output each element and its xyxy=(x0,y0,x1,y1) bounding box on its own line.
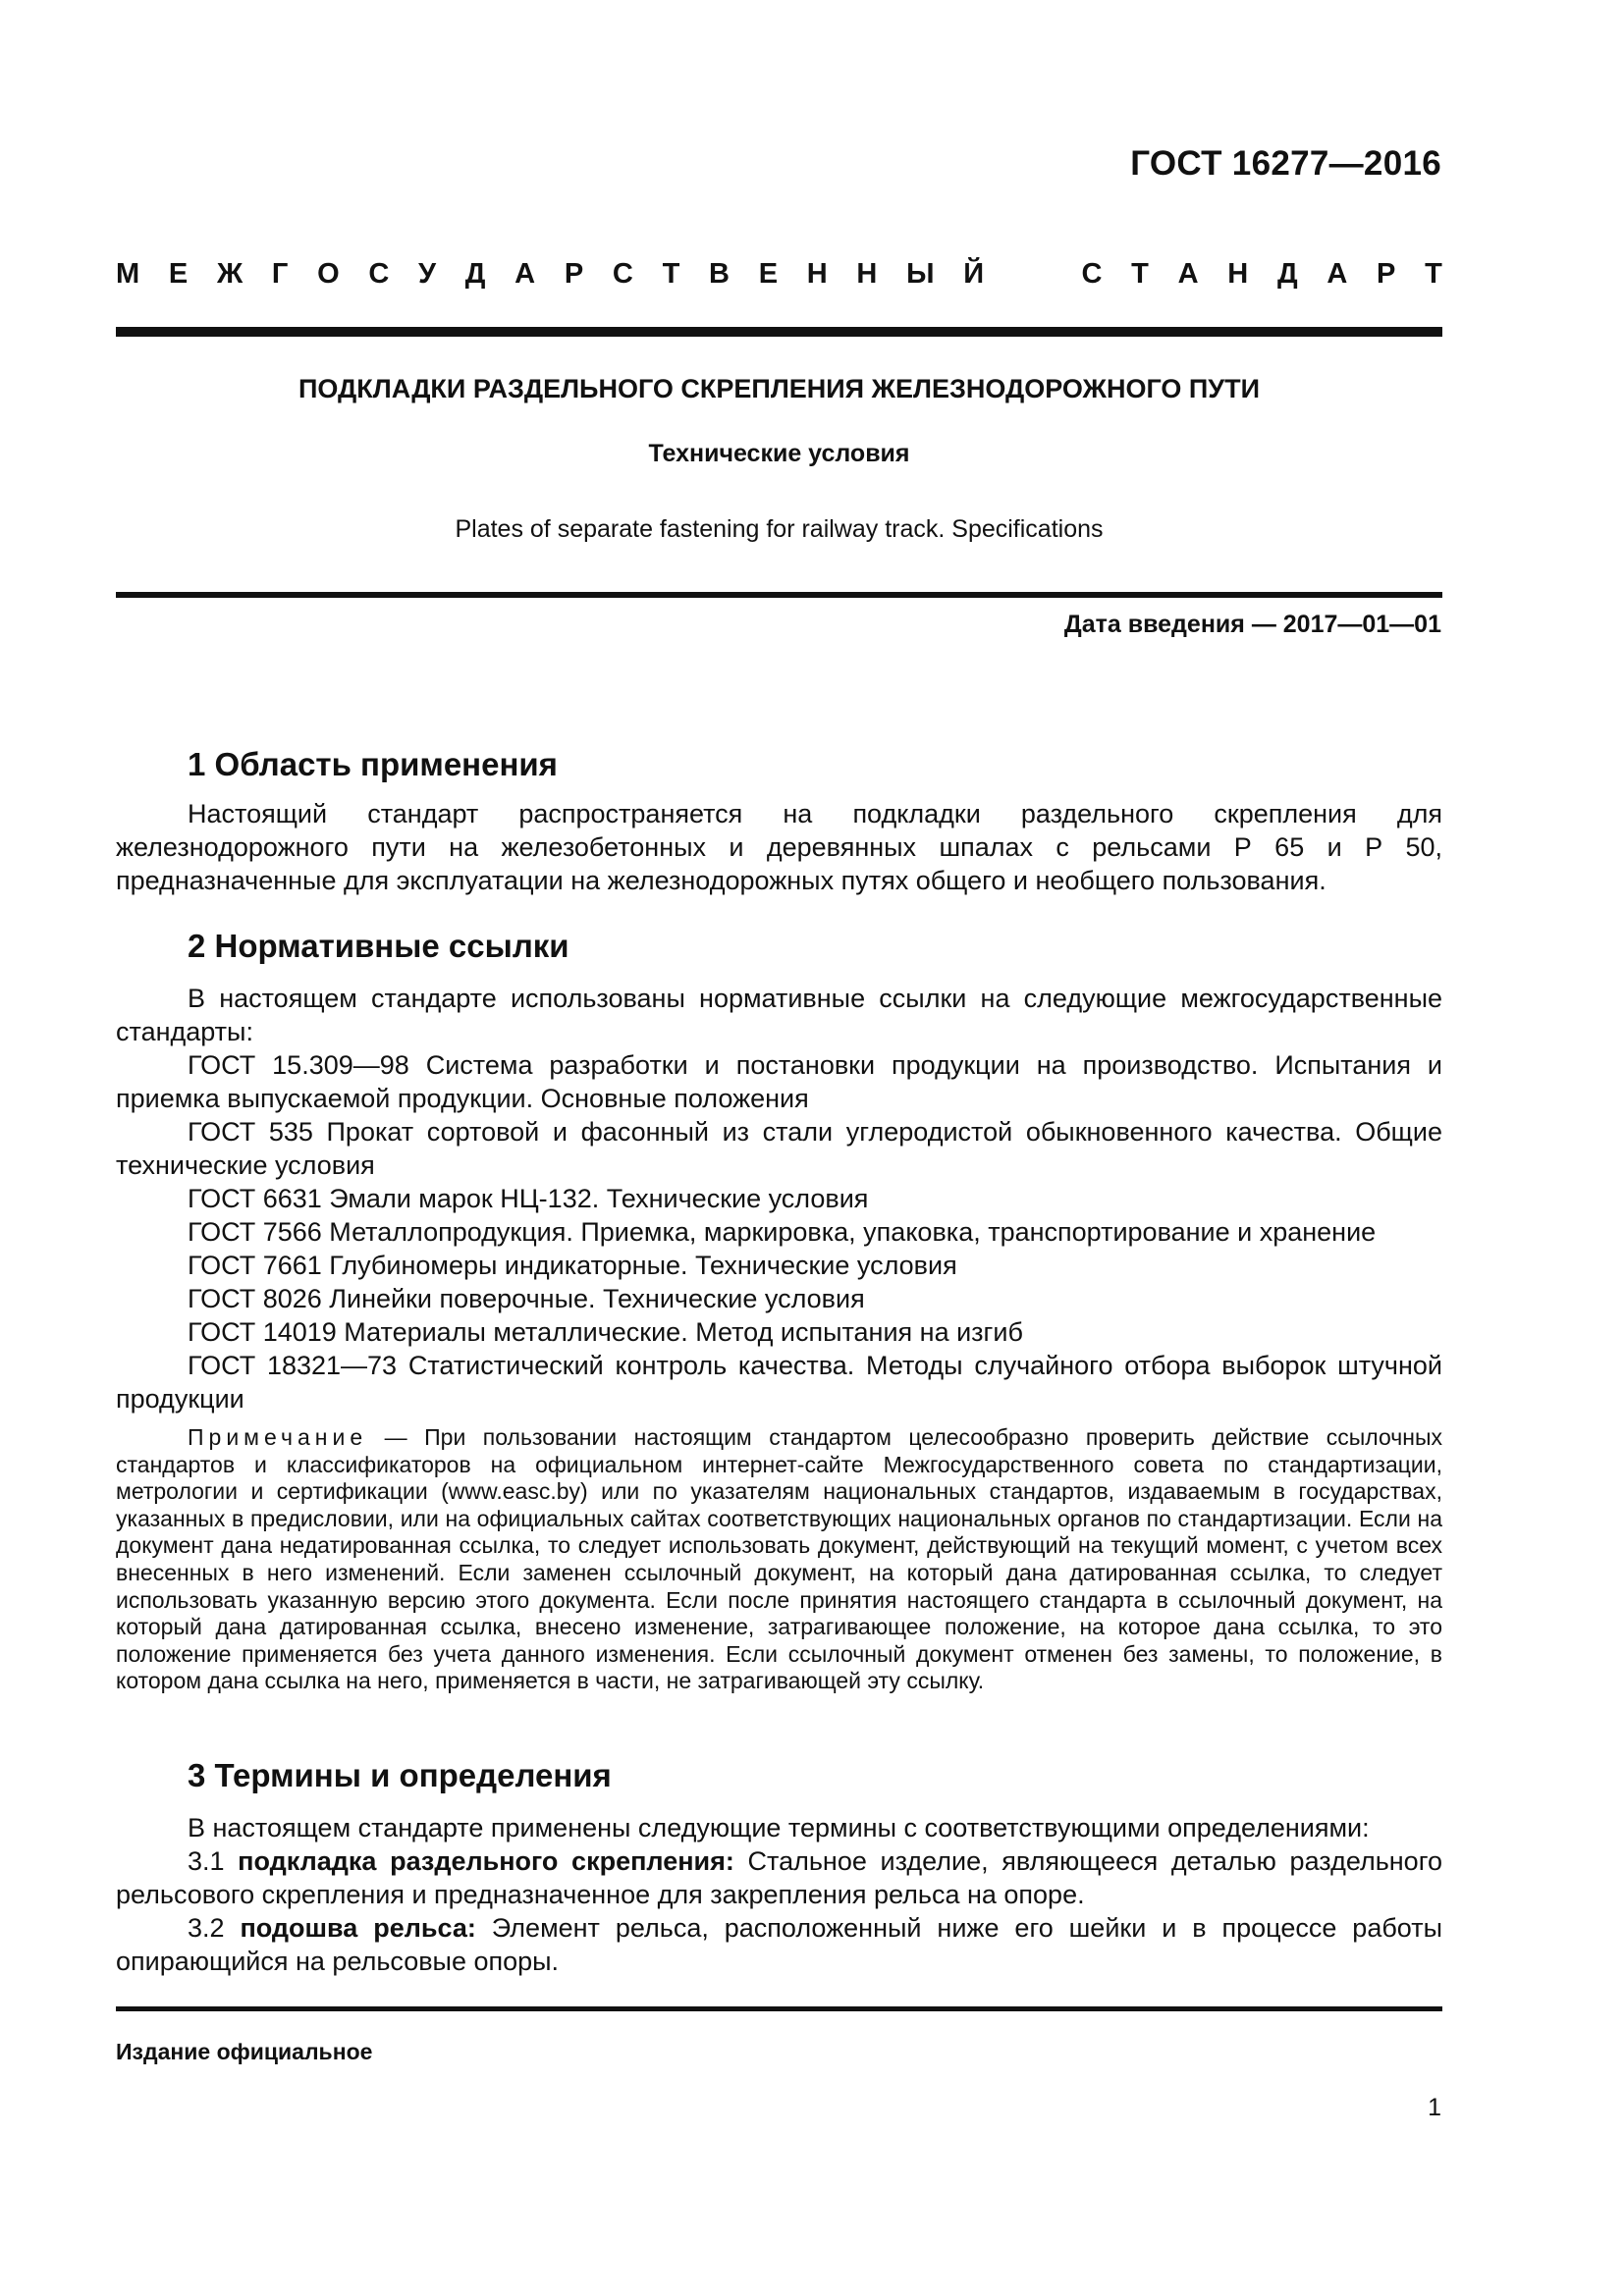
reference-item: ГОСТ 14019 Материалы металлические. Метод испытания на изгиб xyxy=(188,1317,1023,1347)
term-text: Элемент рельса, расположенный ниже его шейки и в процессе работы опирающийся на рельсовые опоры. xyxy=(116,1913,1442,1976)
term-text: Стальное изделие, являющееся деталью раздельного рельсового скрепления и предназначенное для закрепления рельса на опоре. xyxy=(116,1846,1442,1909)
references-note xyxy=(116,1424,1442,1695)
term-number: 3.2 xyxy=(188,1913,241,1943)
note-label: Примечание xyxy=(188,1424,368,1450)
reference-item: ГОСТ 6631 Эмали марок НЦ-132. Технические условия xyxy=(188,1184,869,1213)
document-subtitle: Технические условия xyxy=(648,440,910,467)
page-number: 1 xyxy=(1428,2094,1441,2121)
letter-gap xyxy=(1013,258,1053,291)
heading-letter: Д xyxy=(1276,258,1298,290)
document-title: ПОДКЛАДКИ РАЗДЕЛЬНОГО СКРЕПЛЕНИЯ ЖЕЛЕЗНОДОРОЖНОГО ПУТИ xyxy=(298,374,1260,403)
heading-letter: Р xyxy=(564,258,584,290)
footer-divider xyxy=(116,2006,1442,2011)
reference-item: ГОСТ 7566 Металлопродукция. Приемка, маркировка, упаковка, транспортирование и хранение xyxy=(188,1217,1377,1247)
document-number: ГОСТ 16277—2016 xyxy=(1130,144,1441,183)
heading-letter: Е xyxy=(758,258,779,290)
introduction-date: Дата введения — 2017—01—01 xyxy=(1063,611,1441,638)
section-heading-references: 2 Нормативные ссылки xyxy=(188,928,569,964)
heading-letter: У xyxy=(418,258,437,290)
heading-letter: С xyxy=(368,258,390,290)
heading-letter: Н xyxy=(856,258,878,290)
heading-letter: А xyxy=(514,258,536,290)
reference-item: ГОСТ 15.309—98 Система разработки и постановки продукции на производство. Испытания и приемка выпускаемой продукции. Основные положения xyxy=(116,1050,1442,1113)
heading-letter: С xyxy=(1081,258,1103,290)
heading-letter: Т xyxy=(1425,258,1442,290)
heading-letter: В xyxy=(709,258,730,290)
heading-letter: Н xyxy=(806,258,828,290)
heading-letter: Е xyxy=(168,258,189,290)
heading-letter: О xyxy=(317,258,340,290)
heading-letter: Р xyxy=(1377,258,1396,290)
heading-letter: Д xyxy=(464,258,486,290)
term-name: подкладка раздельного скрепления: xyxy=(238,1846,734,1876)
heading-letter: С xyxy=(612,258,633,290)
heading-letter: А xyxy=(1326,258,1348,290)
term-definition xyxy=(116,1911,1442,1978)
title-divider xyxy=(116,592,1442,598)
reference-item: ГОСТ 7661 Глубиномеры индикаторные. Технические условия xyxy=(188,1251,957,1280)
terms-intro: В настоящем стандарте применены следующие термины с соответствующими определениями: xyxy=(188,1813,1370,1842)
term-number: 3.1 xyxy=(188,1846,239,1876)
term-definition xyxy=(116,1844,1442,1911)
edition-label: Издание официальное xyxy=(116,2039,373,2064)
heading-letter: Г xyxy=(271,258,289,290)
reference-item: ГОСТ 8026 Линейки поверочные. Технические условия xyxy=(188,1284,865,1313)
section-heading-scope: 1 Область применения xyxy=(188,746,558,782)
references-intro: В настоящем стандарте использованы нормативные ссылки на следующие межгосударственные стандарты: xyxy=(116,984,1442,1046)
header-divider xyxy=(116,327,1442,337)
reference-item: ГОСТ 535 Прокат сортовой и фасонный из стали углеродистой обыкновенного качества. Общие технические условия xyxy=(116,1117,1442,1180)
heading-letter: Ы xyxy=(906,258,935,290)
section-heading-terms: 3 Термины и определения xyxy=(188,1757,612,1793)
heading-letter: А xyxy=(1177,258,1199,290)
standard-type-heading xyxy=(116,258,1442,291)
heading-letter: Ж xyxy=(216,258,244,290)
term-name: подошва рельса: xyxy=(240,1913,476,1943)
note-text: — При пользовании настоящим стандартом целесообразно проверить действие ссылочных стандартов и классификаторов на официальном интернет-сайте Межгосударственного совета по стандартизации, метрологии и сертификации (www.easc.by) или по указателям национальных стандартов, издаваемым в государствах, указанных в предисловии, или на официальных сайтах соответствующих национальных органов по стандартизации. Если на документ дана недатированная ссылка, то следует использовать документ, действующий на текущий момент, с учетом всех внесенных в него изменений. Если заменен ссылочный документ, на который дана датированная ссылка, то следует использовать указанную версию этого документа. Если после принятия настоящего стандарта в ссылочный документ, на который дана датированная ссылка, внесено изменение, затрагивающее положение, на которое дана ссылка, то это положение применяется без учета данного изменения. Если ссылочный документ отменен без замены, то положение, в котором дана ссылка на него, применяется в части, не затрагивающей эту ссылку. xyxy=(116,1424,1442,1694)
heading-letter: Т xyxy=(662,258,680,290)
heading-letter: М xyxy=(116,258,140,290)
scope-paragraph: Настоящий стандарт распространяется на подкладки раздельного скрепления для железнодорожного пути на железобетонных и деревянных шпалах с рельсами Р 65 и Р 50, предназначенные для эксплуатации на железнодорожных путях общего и необщего пользования. xyxy=(116,799,1442,895)
heading-letter: Т xyxy=(1131,258,1149,290)
heading-letter: Й xyxy=(963,258,985,290)
reference-item: ГОСТ 18321—73 Статистический контроль качества. Методы случайного отбора выборок штучной продукции xyxy=(116,1351,1442,1414)
heading-letter: Н xyxy=(1227,258,1249,290)
document-title-english: Plates of separate fastening for railway track. Specifications xyxy=(455,515,1104,543)
